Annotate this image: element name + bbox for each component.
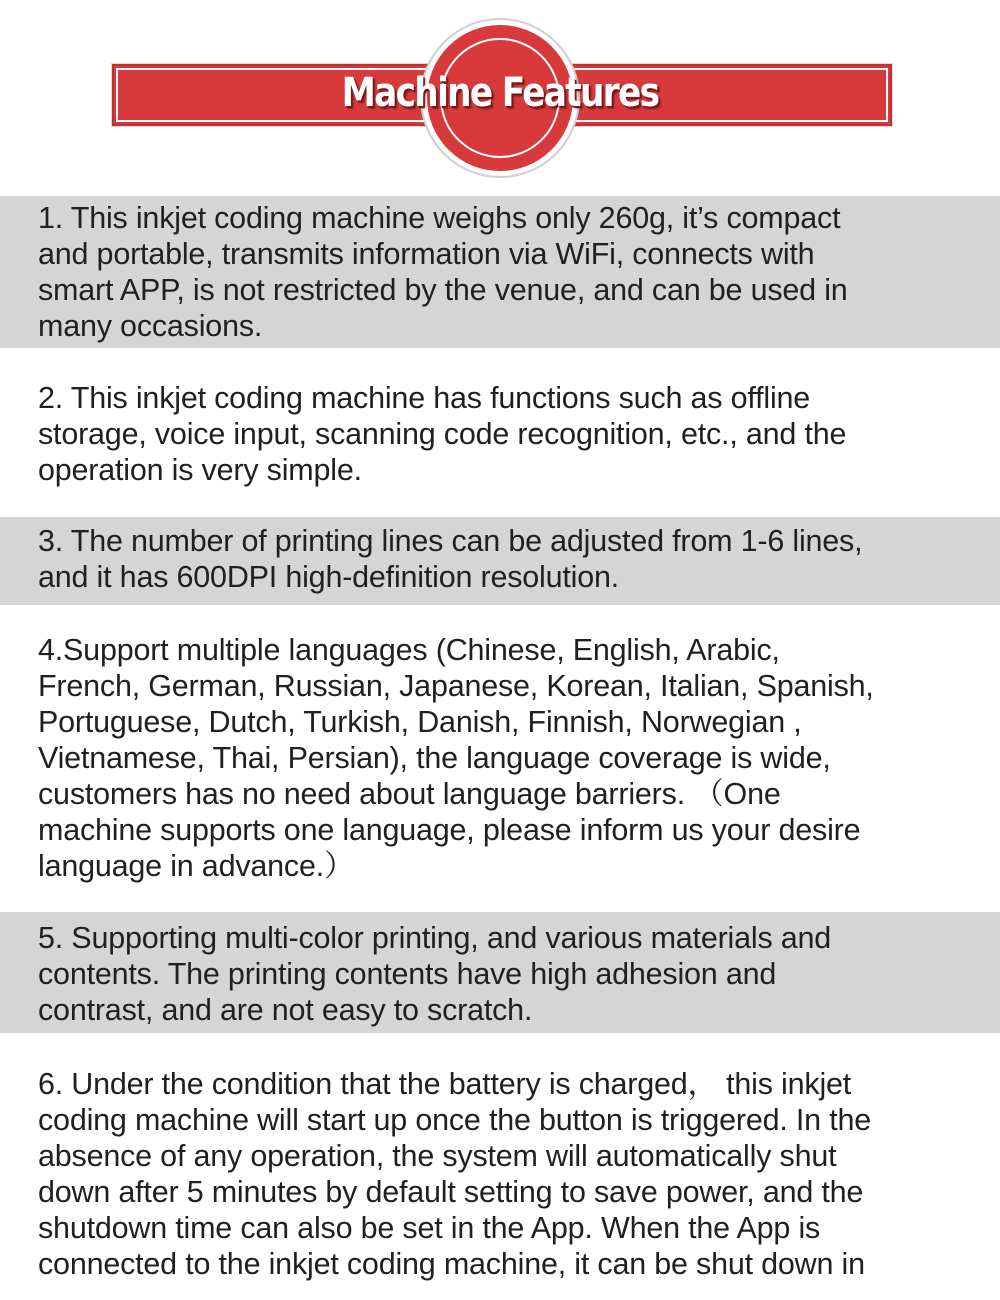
feature-item-1: [0, 196, 1000, 348]
feature-text: 2. This inkjet coding machine has functions such as offline storage, voice input, scanning code recognition, etc., and the operation is very simple.: [38, 381, 847, 487]
feature-item-3: [0, 517, 1000, 605]
feature-item-4: [0, 628, 1000, 890]
feature-item-6: [0, 1062, 1000, 1300]
header-banner: [0, 0, 1000, 175]
feature-text: 3. The number of printing lines can be adjusted from 1-6 lines, and it has 600DPI high-definition resolution.: [38, 524, 863, 594]
feature-item-2: [0, 376, 1000, 494]
feature-text: 4.Support multiple languages (Chinese, English, Arabic, French, German, Russian, Japanese, Korean, Italian, Spanish, Portuguese, Dutch, Turkish, Danish, Finnish, Norwegian , Vietnamese, Thai, Persian), the language coverage is wide, customers has no need about language barriers. （One machine supports one language, please inform us your desire language in advance.）: [38, 633, 874, 883]
page-title: Machine Features: [341, 70, 659, 116]
feature-item-5: [0, 912, 1000, 1033]
feature-text: 1. This inkjet coding machine weighs only 260g, it’s compact and portable, transmits information via WiFi, connects with smart APP, is not restricted by the venue, and can be used in many occasions.: [38, 201, 848, 343]
feature-text: 5. Supporting multi-color printing, and various materials and contents. The printing contents have high adhesion and contrast, and are not easy to scratch.: [38, 921, 832, 1027]
feature-text: 6. Under the condition that the battery is charged， this inkjet coding machine will start up once the button is triggered. In the absence of any operation, the system will automatically shut down after 5 minutes by default setting to save power, and the shutdown time can also be set in the App. When the App is connected to the inkjet coding machine, it can be shut down in: [38, 1067, 872, 1281]
